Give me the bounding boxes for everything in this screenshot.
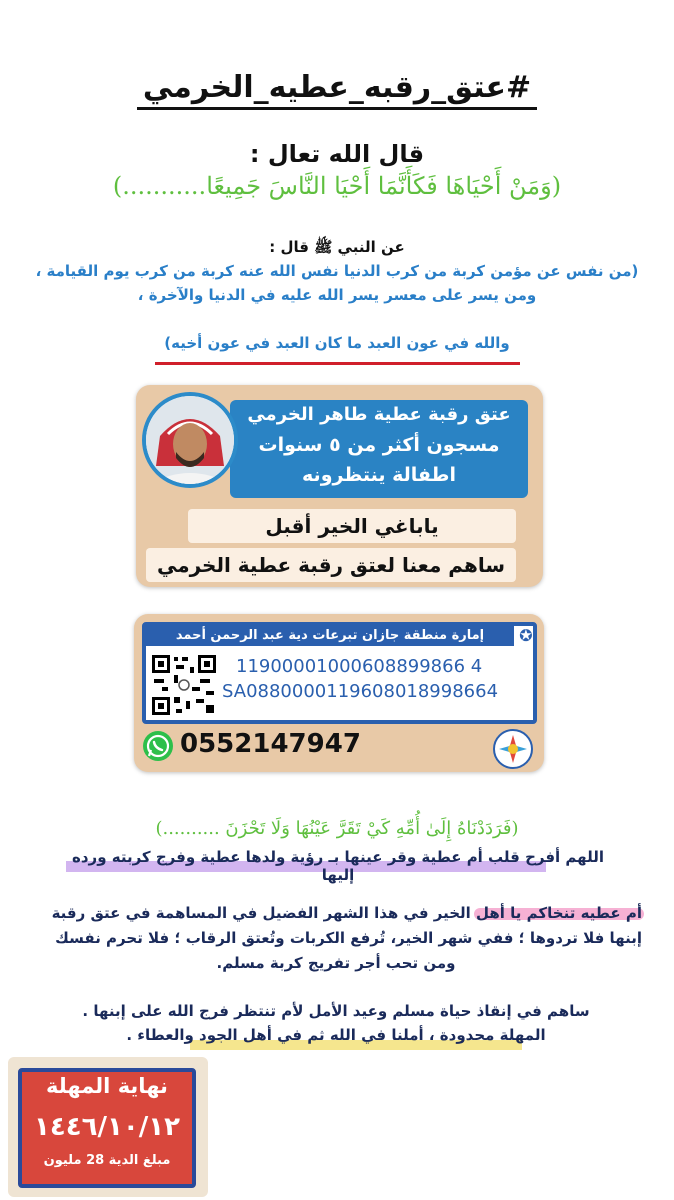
appeal-line-1: أم عطيه تنخاكم يا أهل الخير في هذا الشهر الفضيل في المساهمة في عتق رقبة [51,904,642,922]
deadline-date: ١٤٤٦/١٠/١٢ [34,1112,180,1142]
phone-number[interactable]: 0552147947 [180,729,361,759]
hashtag-title: #عتق_رقبه_عطيه_الخرمي [137,70,537,110]
deadline-title: نهاية المهلة [46,1074,168,1098]
deadline-amount: مبلغ الدية 28 مليون [43,1153,171,1168]
qr-code-icon[interactable] [150,653,218,717]
prisoner-info-box [230,400,528,498]
prisoner-name: عتق رقبة عطية طاهر الخرمي [247,404,511,425]
red-divider [155,362,520,365]
appeal-line-3: ومن تحب أجر تفريج كربة مسلم. [216,954,456,972]
quran-verse-2: (فَرَدَدْنَاهُ إِلَىٰ أُمِّهِ كَيْ تَقَرَّ عَيْنُهَا وَلَا تَحْزَنَ ..........) [155,818,519,839]
charity-seal-icon [493,729,533,769]
bank-header: إمارة منطقة جازان تبرعات دية عبد الرحمن أحمد [146,626,514,646]
appeal-line-2: إبنها فلا تردوها ؛ ففي شهر الخير، تُرفع الكربات وتُعتق الرقاب ؛ فلا تحرم نفسك [55,929,642,947]
quran-intro: قال الله تعال : [249,140,425,168]
children-waiting: اطفالة ينتظرونه [302,464,456,486]
prison-duration: مسجون أكثر من ٥ سنوات [258,434,500,456]
closing-line-1: ساهم في إنقاذ حياة مسلم وعيد الأمل لأم تنتظر فرج الله على إبنها . [82,1002,590,1020]
call-to-good-label: ياباغي الخير أقبل [188,509,516,543]
person-photo-icon [146,396,234,484]
avatar [142,392,238,488]
closing-line-2: المهلة محدودة ، أملنا في الله ثم في أهل الجود والعطاء . [126,1026,546,1044]
hadith-line-3: والله في عون العبد ما كان العبد في عون أخيه) [164,334,510,352]
whatsapp-icon [143,731,173,761]
page-title [0,70,674,105]
bank-logo-icon: ✪ [519,626,533,645]
hadith-line-2: ومن يسر على معسر يسر الله عليه في الدنيا والآخرة ، [137,286,537,304]
hadith-line-1: (من نفس عن مؤمن كربة من كرب الدنيا نفس الله عنه كربة من كرب يوم القيامة ، [35,262,639,280]
quran-verse: (وَمَنْ أَحْيَاهَا فَكَأَنَّمَا أَحْيَا النَّاسَ جَمِيعًا...........) [112,172,562,200]
hadith-intro: عن النبي ﷺ قال : [269,238,405,256]
dua-text: اللهم أفرح قلب أم عطية وقر عينها بـ رؤية ولدها عطية وفرج كربته ورده إليها [72,848,604,884]
contribute-label: ساهم معنا لعتق رقبة عطية الخرمي [146,548,516,582]
account-number[interactable]: 11900001000608899866 4 [236,656,483,677]
iban-number[interactable]: SA0880000119608018998664 [222,681,499,702]
